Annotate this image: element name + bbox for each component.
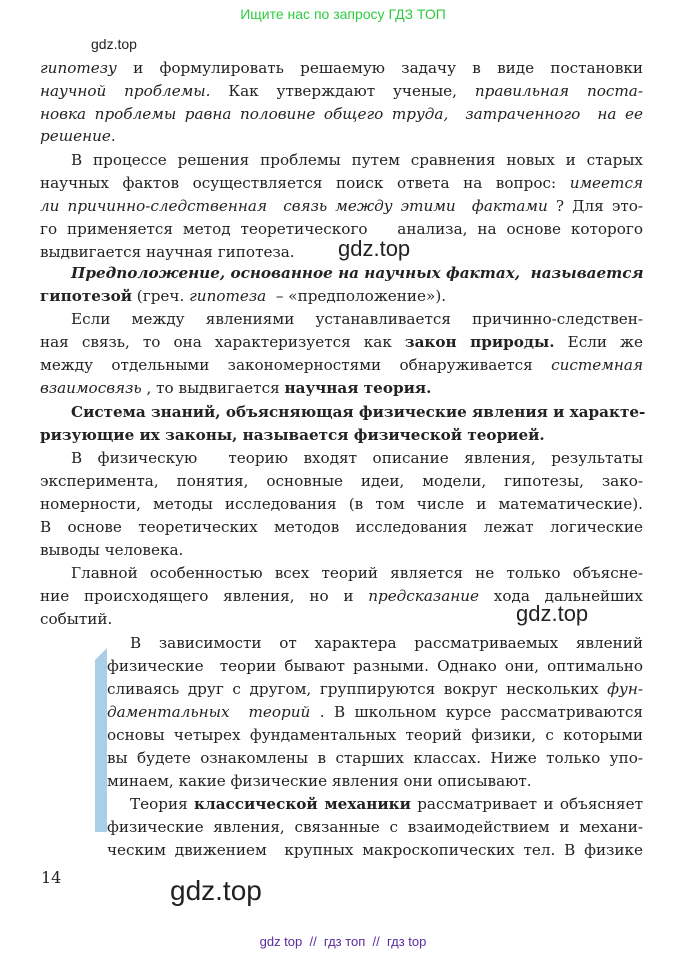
text-segment: Главной особенностью всех теорий является не только объясне- [71, 564, 643, 582]
text-line [71, 402, 646, 422]
text-line [40, 173, 643, 193]
text-segment: физические теории бывают разными. Однако они, оптимально [107, 657, 643, 675]
text-segment: предсказание [368, 587, 480, 605]
text-line [107, 771, 643, 791]
text-line [40, 425, 643, 445]
text-segment: выдвигается научная гипотеза. [40, 243, 295, 261]
text-segment: минаем, какие физические явления они описывают. [107, 772, 532, 790]
text-segment: хода дальнейших [479, 587, 643, 605]
text-segment: между отдельными закономерностями обнаруживается [40, 356, 552, 374]
text-segment: Теория [130, 795, 195, 813]
text-segment: В физическую теорию входят описание явления, результаты [71, 449, 643, 467]
text-segment: имеется [569, 174, 643, 192]
text-segment: взаимосвязь [40, 379, 142, 397]
text-segment: Система знаний, объясняющая физические явления и характе- [71, 403, 646, 421]
footer-watermark: gdz top // гдз топ // гдз top [259, 934, 427, 949]
text-line [40, 196, 643, 216]
text-segment: (греч. [131, 287, 190, 305]
text-line [107, 840, 643, 860]
text-segment: Предположение, основанное на научных фактах, называется [71, 264, 644, 282]
text-segment: Как утверждают ученые, [210, 82, 475, 100]
text-line [40, 332, 643, 352]
text-line [107, 656, 643, 676]
text-segment: ние происходящего явления, но и [40, 587, 369, 605]
text-segment: выводы человека. [40, 541, 184, 559]
watermark-small: gdz.top [91, 36, 137, 52]
text-line [40, 81, 643, 101]
text-segment: научных фактов осуществляется поиск ответа на вопрос: [40, 174, 570, 192]
text-segment: В процессе решения проблемы путем сравнения новых и старых [71, 151, 643, 169]
text-line [40, 126, 643, 146]
text-segment: вы будете ознакомлены в старших классах. Ниже только упо- [107, 749, 643, 767]
text-line [40, 219, 643, 239]
text-segment: эксперимента, понятия, основные идеи, модели, гипотезы, зако- [40, 472, 643, 490]
text-segment: классической механики [194, 795, 411, 813]
text-line [107, 702, 643, 722]
text-line [71, 448, 643, 468]
text-line [130, 794, 643, 814]
text-line [71, 263, 643, 283]
watermark-mid-1: gdz.top [338, 236, 411, 261]
text-line [40, 286, 643, 306]
text-segment: ная связь, то она характеризуется как [40, 333, 405, 351]
text-segment: ческим движением крупных макроскопических тел. В физике [107, 841, 643, 859]
text-segment: и формулировать решаемую задачу в виде постановки [116, 59, 643, 77]
text-line [40, 609, 643, 629]
text-line [107, 817, 643, 837]
text-line [107, 748, 643, 768]
text-segment: научная теория. [284, 379, 432, 397]
text-segment: научной проблемы. [40, 82, 211, 100]
text-segment: В основе теоретических методов исследования лежат логические [40, 518, 643, 536]
text-line [71, 563, 643, 583]
text-line [130, 633, 643, 653]
text-segment: го применяется метод теоретического анализа, на основе которого [40, 220, 643, 238]
text-segment: сливаясь друг с другом, группируются вокруг нескольких [107, 680, 608, 698]
text-segment: гипотезой [40, 287, 132, 305]
text-segment: ли причинно-следственная связь между этими фактами [40, 197, 548, 215]
watermark-mid-2: gdz.top [516, 601, 589, 626]
text-segment: гипотезу [40, 59, 117, 77]
text-segment: гипотеза [189, 287, 267, 305]
text-segment: системная [551, 356, 643, 374]
text-segment: новка проблемы равна половине общего труда, затраченного на ее [40, 105, 643, 123]
text-segment: номерности, методы исследования (в том числе и математические). [40, 495, 643, 513]
text-line [71, 309, 643, 329]
watermark-bottom: gdz.top [170, 875, 262, 906]
text-line [40, 58, 643, 78]
text-segment: ? Для это- [547, 197, 644, 215]
text-segment: В зависимости от характера рассматриваемых явлений [130, 634, 643, 652]
text-line [40, 104, 643, 124]
text-segment: правильная поста- [474, 82, 643, 100]
text-segment: основы четырех фундаментальных теорий физики, с которыми [107, 726, 643, 744]
text-segment: физические явления, связанные с взаимодействием и механи- [107, 818, 643, 836]
text-segment: рассматривает и объясняет [410, 795, 644, 813]
text-segment: ризующие их законы, называется физической теорией. [40, 426, 545, 444]
text-segment: решение. [40, 127, 116, 145]
text-line [40, 471, 643, 491]
text-line [40, 378, 643, 398]
text-segment: . В школьном курсе рассматриваются [310, 703, 643, 721]
text-segment: даментальных теорий [107, 703, 311, 721]
text-line [40, 242, 643, 262]
text-line [40, 586, 643, 606]
text-line [40, 517, 643, 537]
text-segment: , то выдвигается [141, 379, 285, 397]
text-line [40, 494, 643, 514]
text-segment: событий. [40, 610, 113, 628]
text-line [107, 725, 643, 745]
text-segment: закон природы. [404, 333, 555, 351]
sidebar-accent-bar [95, 648, 107, 832]
text-line [107, 679, 643, 699]
text-segment: фун- [607, 680, 643, 698]
text-line [71, 150, 643, 170]
text-line [40, 355, 643, 375]
text-segment: Если же [554, 333, 643, 351]
page-number: 14 [41, 868, 62, 887]
header-watermark: Ищите нас по запросу ГДЗ ТОП [240, 6, 446, 22]
text-segment: – «предположение»). [266, 287, 447, 305]
text-segment: Если между явлениями устанавливается причинно-следствен- [71, 310, 643, 328]
text-line [40, 540, 643, 560]
